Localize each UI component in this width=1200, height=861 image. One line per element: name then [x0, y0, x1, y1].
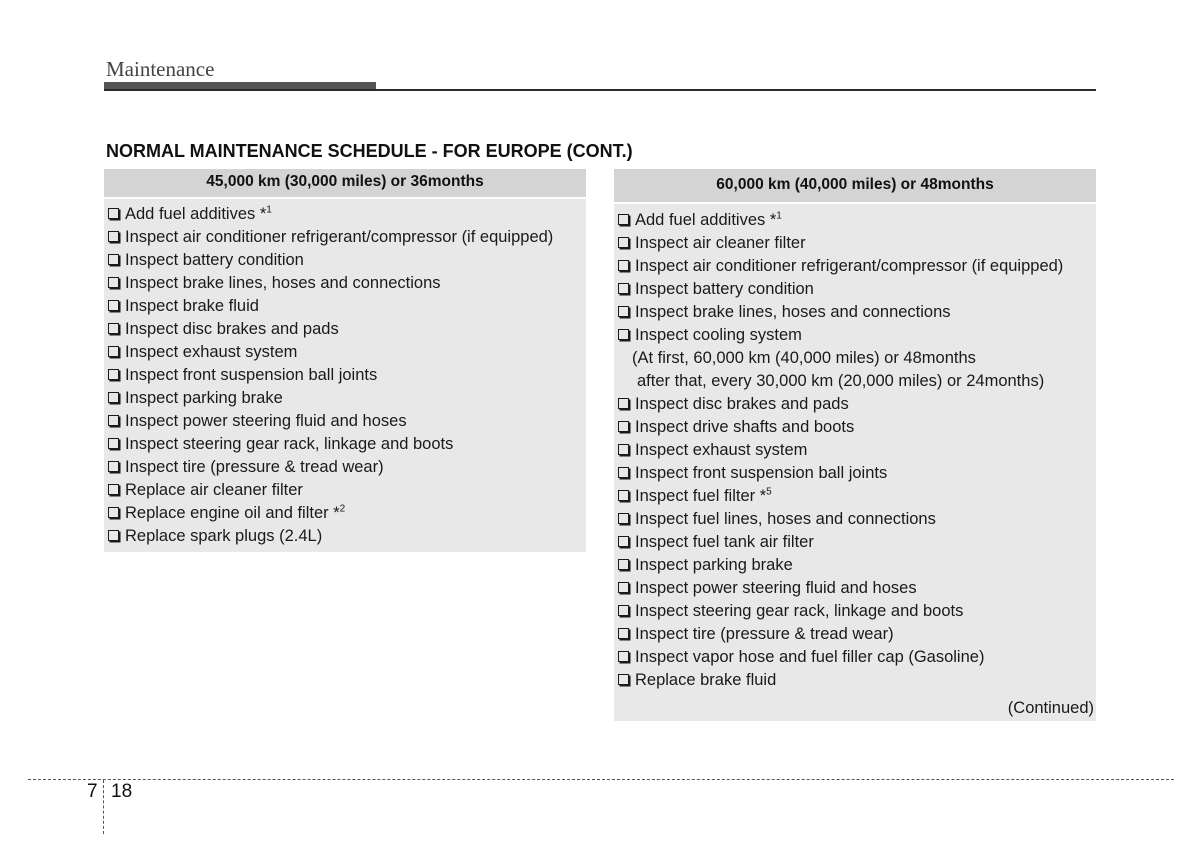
checklist-item-text: Inspect fuel filter *	[635, 487, 767, 505]
checkbox-icon	[618, 444, 629, 455]
checklist-item-text: Inspect disc brakes and pads	[125, 320, 339, 338]
checklist-item	[618, 232, 1096, 255]
checklist-item-text: Replace brake fluid	[635, 671, 777, 689]
checkbox-icon	[108, 507, 119, 518]
checkbox-icon	[618, 306, 629, 317]
checklist-item-text: Inspect fuel lines, hoses and connections	[635, 510, 936, 528]
checklist-item	[108, 387, 586, 410]
table-heading: 60,000 km (40,000 miles) or 48months	[614, 169, 1096, 204]
checkbox-icon	[618, 536, 629, 547]
checkbox-icon	[618, 467, 629, 478]
checkbox-icon	[618, 628, 629, 639]
checklist-item	[618, 209, 1096, 232]
checklist-item	[618, 600, 1096, 623]
cooling-note-line: (At first, 60,000 km (40,000 miles) or 48months	[632, 349, 976, 367]
checklist-item-text: Replace engine oil and filter *	[125, 504, 340, 522]
checklist-item	[618, 439, 1096, 462]
checklist-item	[108, 410, 586, 433]
checklist-item-text: Inspect exhaust system	[635, 441, 808, 459]
checkbox-icon	[108, 323, 119, 334]
checklist-item	[618, 278, 1096, 301]
checklist-item	[618, 531, 1096, 554]
checklist-item-text: Inspect air conditioner refrigerant/compressor (if equipped)	[125, 228, 554, 246]
checkbox-icon	[618, 329, 629, 340]
checklist-item-text: Inspect parking brake	[635, 556, 793, 574]
checklist-item	[618, 462, 1096, 485]
checklist-item-text: Inspect brake fluid	[125, 297, 259, 315]
checklist-item	[108, 433, 586, 456]
checklist-item-text: Inspect vapor hose and fuel filler cap (Gasoline)	[635, 648, 985, 666]
checkbox-icon	[618, 283, 629, 294]
checklist-item	[618, 301, 1096, 324]
checklist-item-text: Replace air cleaner filter	[125, 481, 303, 499]
footnote-marker: 2	[339, 503, 346, 515]
checklist-item	[108, 249, 586, 272]
checkbox-icon	[108, 300, 119, 311]
checklist-item-text: Inspect tire (pressure & tread wear)	[125, 458, 384, 476]
schedule-table-45000km	[104, 169, 586, 552]
checklist-item	[108, 479, 586, 502]
checklist-item-text: Inspect brake lines, hoses and connections	[635, 303, 951, 321]
checklist-item-text: Inspect steering gear rack, linkage and boots	[125, 435, 454, 453]
checklist-item	[108, 364, 586, 387]
checklist-item	[618, 485, 1096, 508]
checkbox-icon	[108, 254, 119, 265]
chapter-number: 7	[87, 781, 98, 802]
checklist-item-text: Inspect cooling system	[635, 326, 802, 344]
checklist-item	[618, 324, 1096, 347]
checklist-item-text: Inspect battery condition	[635, 280, 814, 298]
checkbox-icon	[618, 214, 629, 225]
checklist-item	[108, 318, 586, 341]
checklist-item	[108, 502, 586, 525]
section-title: Maintenance	[106, 57, 215, 81]
checkbox-icon	[108, 392, 119, 403]
checklist-item	[108, 203, 586, 226]
footnote-marker: 5	[766, 486, 772, 498]
checkbox-icon	[618, 260, 629, 271]
checklist-item-text: Inspect air cleaner filter	[635, 234, 806, 252]
checkbox-icon	[108, 415, 119, 426]
checklist-item	[618, 669, 1096, 692]
checklist	[614, 204, 1096, 347]
checklist-item	[618, 623, 1096, 646]
checklist-item	[618, 577, 1096, 600]
checklist-item-text: Inspect air conditioner refrigerant/compressor (if equipped)	[635, 257, 1064, 275]
checkbox-icon	[108, 231, 119, 242]
footer-divider	[103, 780, 104, 834]
page-number: 18	[111, 781, 133, 802]
schedule-title: NORMAL MAINTENANCE SCHEDULE - FOR EUROPE (CONT.)	[106, 141, 633, 161]
checkbox-icon	[108, 484, 119, 495]
checkbox-icon	[108, 461, 119, 472]
checkbox-icon	[618, 398, 629, 409]
checkbox-icon	[618, 582, 629, 593]
checkbox-icon	[108, 438, 119, 449]
checkbox-icon	[618, 559, 629, 570]
checkbox-icon	[618, 513, 629, 524]
checkbox-icon	[618, 237, 629, 248]
checkbox-icon	[108, 277, 119, 288]
cooling-note-line: after that, every 30,000 km (20,000 miles) or 24months)	[637, 372, 1045, 390]
checkbox-icon	[618, 421, 629, 432]
checklist	[614, 393, 1096, 692]
checklist-item-text: Inspect parking brake	[125, 389, 283, 407]
checklist-item-text: Inspect power steering fluid and hoses	[635, 579, 917, 597]
checklist-item-text: Inspect brake lines, hoses and connections	[125, 274, 441, 292]
checklist-item-text: Add fuel additives *	[635, 211, 777, 229]
checklist-item-text: Inspect drive shafts and boots	[635, 418, 855, 436]
checklist-item-text: Inspect battery condition	[125, 251, 304, 269]
checkbox-icon	[618, 490, 629, 501]
checkbox-icon	[108, 530, 119, 541]
schedule-table-60000km	[614, 169, 1096, 721]
footnote-marker: 1	[266, 204, 272, 216]
footnote-marker: 1	[776, 210, 782, 222]
checklist	[104, 199, 586, 548]
checklist-item-text: Inspect power steering fluid and hoses	[125, 412, 407, 430]
footer-rule	[28, 779, 1174, 780]
checkbox-icon	[108, 346, 119, 357]
checklist-item	[618, 646, 1096, 669]
checkbox-icon	[618, 651, 629, 662]
checklist-item-text: Inspect front suspension ball joints	[635, 464, 888, 482]
checkbox-icon	[618, 605, 629, 616]
checklist-item-text: Inspect disc brakes and pads	[635, 395, 849, 413]
checklist-item	[108, 226, 586, 249]
checklist-item	[108, 525, 586, 548]
checklist-item-text: Add fuel additives *	[125, 205, 267, 223]
checklist-item-text: Inspect exhaust system	[125, 343, 298, 361]
checkbox-icon	[618, 674, 629, 685]
checklist-item-text: Inspect front suspension ball joints	[125, 366, 378, 384]
checklist-item	[108, 456, 586, 479]
checkbox-icon	[108, 208, 119, 219]
checklist-item	[618, 554, 1096, 577]
checklist-item	[618, 393, 1096, 416]
table-heading: 45,000 km (30,000 miles) or 36months	[104, 169, 586, 199]
checklist-item	[108, 272, 586, 295]
header-rule	[104, 89, 1096, 91]
checklist-item-text: Replace spark plugs (2.4L)	[125, 527, 323, 545]
checklist-item	[108, 341, 586, 364]
checklist-item	[618, 416, 1096, 439]
continued-label: (Continued)	[1007, 699, 1094, 717]
checkbox-icon	[108, 369, 119, 380]
checklist-item	[618, 255, 1096, 278]
checklist-item	[108, 295, 586, 318]
checklist-item	[618, 508, 1096, 531]
checklist-item-text: Inspect steering gear rack, linkage and boots	[635, 602, 964, 620]
checklist-item-text: Inspect fuel tank air filter	[635, 533, 814, 551]
checklist-item-text: Inspect tire (pressure & tread wear)	[635, 625, 894, 643]
